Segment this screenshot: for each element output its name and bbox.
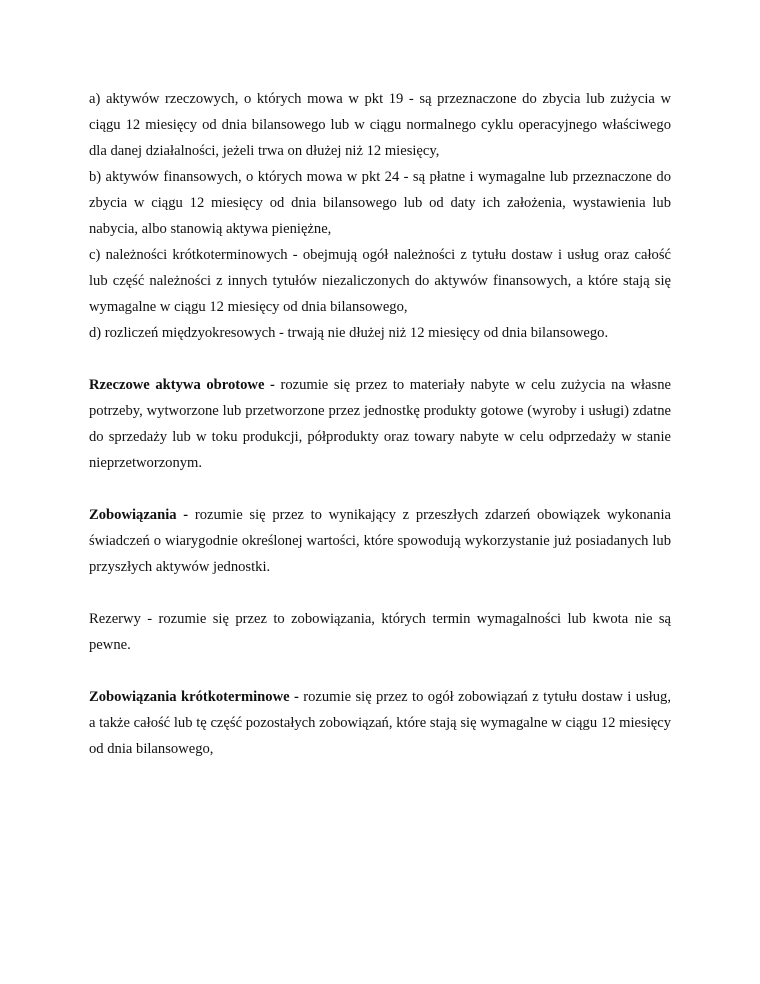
definition-text: rozumie się przez to wynikający z przeszłych zdarzeń obowiązek wykonania świadczeń o wiarygodnie określonej wartości, które spowodują wykorzystanie już posiadanych lub przyszłych aktywów jednostki. [89, 507, 671, 575]
paragraph-gap [89, 658, 671, 684]
list-item-c: c) należności krótkoterminowych - obejmują ogół należności z tytułu dostaw i usług oraz całość lub część należności z innych tytułów niezaliczonych do aktywów finansowych, a które stają się wymagalne w ciągu 12 miesięcy od dnia bilansowego, [89, 247, 671, 315]
definition-rzeczowe-aktywa-obrotowe [89, 372, 671, 476]
definition-separator: - [176, 507, 195, 523]
definition-term: Zobowiązania [89, 507, 177, 523]
definition-rezerwy: Rezerwy - rozumie się przez to zobowiązania, których termin wymagalności lub kwota nie są pewne. [89, 611, 671, 653]
definition-zobowiazania [89, 502, 671, 580]
definition-separator: - [264, 377, 281, 393]
definition-term: Rzeczowe aktywa obrotowe [89, 377, 265, 393]
definition-term: Zobowiązania krótkoterminowe [89, 689, 290, 705]
paragraph-gap [89, 346, 671, 372]
paragraph-gap [89, 476, 671, 502]
definition-zobowiazania-krotkoterminowe [89, 684, 671, 762]
list-item-d: d) rozliczeń międzyokresowych - trwają nie dłużej niż 12 miesięcy od dnia bilansowego. [89, 325, 609, 341]
list-item-b: b) aktywów finansowych, o których mowa w pkt 24 - są płatne i wymagalne lub przeznaczone do zbycia w ciągu 12 miesięcy od dnia bilansowego lub od daty ich założenia, wystawienia lub nabycia, albo stanowią aktywa pieniężne, [89, 169, 671, 237]
definition-text: rozumie się przez to materiały nabyte w celu zużycia na własne potrzeby, wytworzone lub przetworzone przez jednostkę produkty gotowe (wyroby i usługi) zdatne do sprzedaży lub w toku produkcji, półprodukty oraz towary nabyte w celu odprzedaży w stanie nieprzetworzonym. [89, 377, 671, 471]
list-item-a: a) aktywów rzeczowych, o których mowa w pkt 19 - są przeznaczone do zbycia lub zużycia w ciągu 12 miesięcy od dnia bilansowego lub w ciągu normalnego cyklu operacyjnego właściwego dla danej działalności, jeżeli trwa on dłużej niż 12 miesięcy, [89, 91, 671, 159]
document-page [89, 86, 671, 762]
definition-separator: - [289, 689, 304, 705]
paragraph-gap [89, 580, 671, 606]
definition-text: rozumie się przez to ogół zobowiązań z tytułu dostaw i usług, a także całość lub tę część pozostałych zobowiązań, które stają się wymagalne w ciągu 12 miesięcy od dnia bilansowego, [89, 689, 671, 757]
